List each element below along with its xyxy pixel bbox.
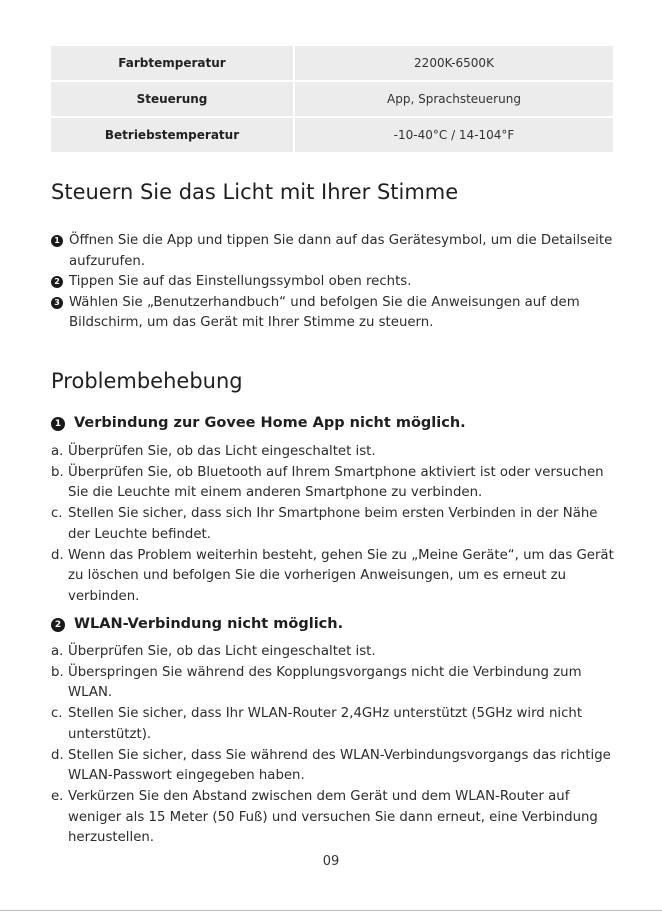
issue-title	[51, 415, 466, 431]
issue-title	[51, 616, 343, 632]
item-text: Stellen Sie sicher, dass Sie während des WLAN-Verbindungsvorgangs das richtige WLAN-Passwort eingegeben haben.	[68, 747, 611, 784]
item-text: Wenn das Problem weiterhin besteht, gehen Sie zu „Meine Geräte“, um das Gerät zu löschen und befolgen Sie die vorherigen Anweisungen, um es erneut zu verbinden.	[68, 547, 614, 604]
spec-value: -10-40°C / 14-104°F	[294, 117, 613, 153]
step-text: Öffnen Sie die App und tippen Sie dann auf das Gerätesymbol, um die Detailseite aufzurufen.	[69, 233, 613, 269]
issue-title-text: WLAN-Verbindung nicht möglich.	[74, 616, 344, 632]
item-text: Stellen Sie sicher, dass Ihr WLAN-Router 2,4GHz unterstützt (5GHz wird nicht unterstützt).	[68, 706, 583, 742]
item-letter: c.	[51, 506, 63, 522]
page-number: 09	[322, 854, 340, 869]
issue-number-badge: 2	[51, 618, 65, 632]
step-text: Tippen Sie auf das Einstellungssymbol oben rechts.	[69, 274, 412, 289]
voice-steps	[51, 231, 621, 334]
item-letter: b.	[51, 664, 64, 680]
voice-step	[51, 293, 621, 334]
voice-step	[51, 272, 621, 293]
item-letter: b.	[51, 464, 64, 480]
list-item	[51, 787, 621, 849]
list-item	[51, 463, 621, 504]
step-number-badge: 2	[51, 276, 63, 288]
spec-row	[51, 46, 613, 81]
issue-number-badge: 1	[51, 417, 65, 431]
spec-label: Steuerung	[51, 81, 294, 117]
item-text: Verkürzen Sie den Abstand zwischen dem Gerät und dem WLAN-Router auf weniger als 15 Meter (50 Fuß) und versuchen Sie dann erneut, eine Verbindung herzustellen.	[68, 788, 598, 846]
step-text: Wählen Sie „Benutzerhandbuch“ und befolgen Sie die Anweisungen auf dem Bildschirm, um das Gerät mit Ihrer Stimme zu steuern.	[69, 294, 580, 330]
list-item	[51, 746, 621, 787]
spec-value: 2200K-6500K	[294, 46, 613, 81]
spec-row	[51, 117, 613, 153]
list-item	[51, 704, 621, 745]
spec-label: Betriebstemperatur	[51, 117, 294, 153]
issue-list	[51, 642, 621, 849]
item-letter: a.	[51, 644, 64, 659]
troubleshooting-heading: Problembehebung	[51, 369, 243, 393]
divider	[0, 910, 662, 911]
list-item	[51, 442, 621, 463]
voice-control-heading: Steuern Sie das Licht mit Ihrer Stimme	[51, 180, 459, 204]
issue-list	[51, 442, 621, 608]
list-item	[51, 546, 621, 608]
list-item	[51, 642, 621, 663]
item-text: Stellen Sie sicher, dass sich Ihr Smartphone beim ersten Verbinden in der Nähe der Leuchte befindet.	[68, 506, 598, 542]
spec-table	[51, 46, 613, 154]
spec-label: Farbtemperatur	[51, 46, 294, 81]
item-letter: c.	[51, 706, 63, 722]
item-text: Überprüfen Sie, ob das Licht eingeschaltet ist.	[68, 644, 376, 659]
item-text: Überspringen Sie während des Kopplungsvorgangs nicht die Verbindung zum WLAN.	[68, 664, 582, 701]
item-text: Überprüfen Sie, ob Bluetooth auf Ihrem Smartphone aktiviert ist oder versuchen Sie die Leuchte mit einem anderen Smartphone zu verbinden.	[68, 464, 604, 501]
step-number-badge: 3	[51, 297, 63, 309]
item-letter: a.	[51, 444, 64, 459]
item-letter: d.	[51, 747, 64, 763]
voice-step	[51, 231, 621, 272]
list-item	[51, 663, 621, 704]
issue-title-text: Verbindung zur Govee Home App nicht möglich.	[74, 415, 466, 431]
item-letter: d.	[51, 547, 64, 563]
item-text: Überprüfen Sie, ob das Licht eingeschaltet ist.	[68, 444, 376, 459]
step-number-badge: 1	[51, 235, 63, 247]
list-item	[51, 504, 621, 545]
spec-value: App, Sprachsteuerung	[294, 81, 613, 117]
item-letter: e.	[51, 788, 64, 804]
spec-row	[51, 81, 613, 117]
